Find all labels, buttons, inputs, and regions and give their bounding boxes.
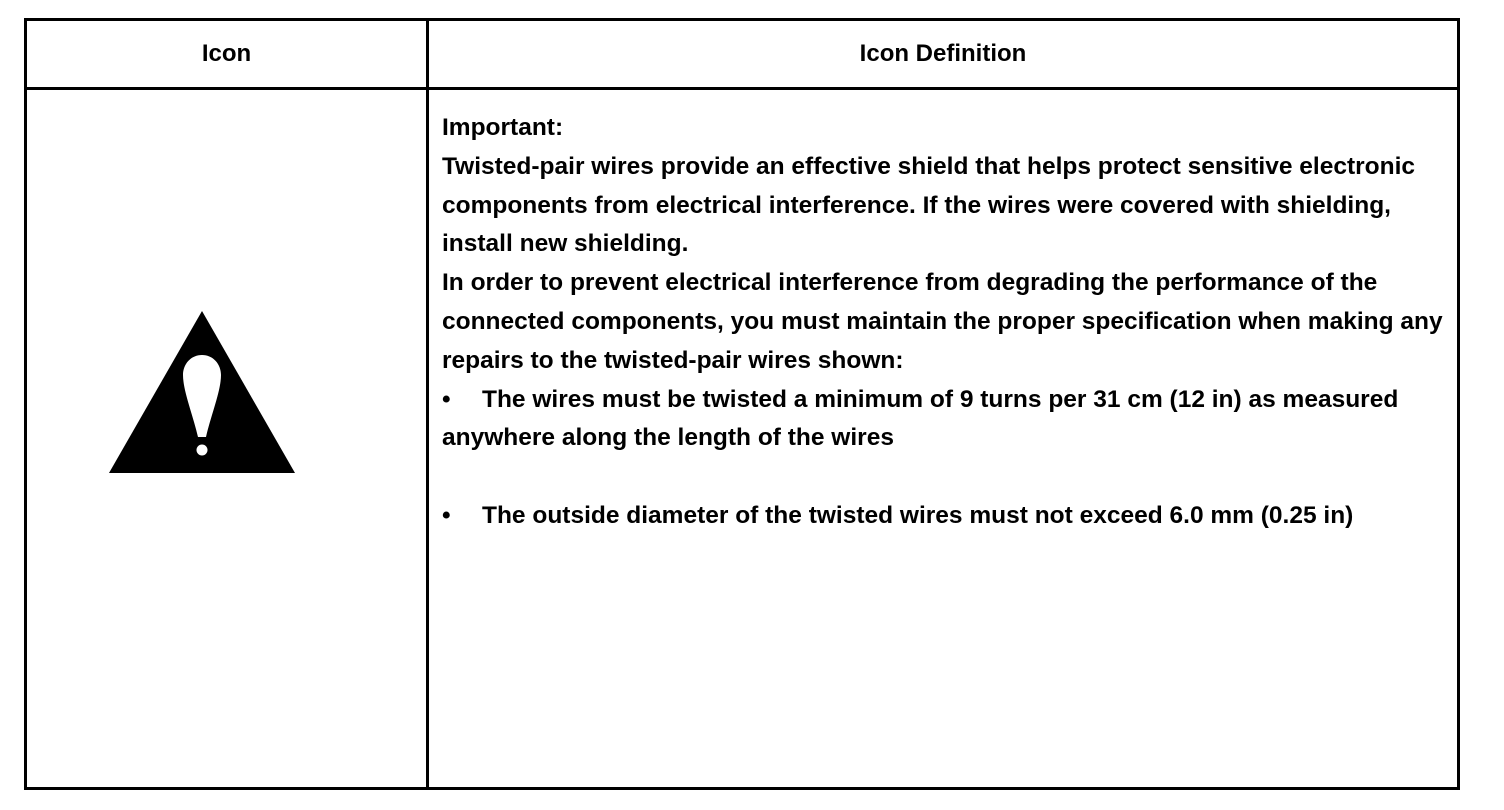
warning-triangle-icon <box>109 311 295 473</box>
icon-cell <box>27 90 426 790</box>
important-title: Important: <box>442 114 564 141</box>
list-spacer <box>442 458 1452 497</box>
specification-paragraph: In order to prevent electrical interference from degrading the performance of the connected components, you must maintain the proper specification when making any repairs to the twisted-pair wires shown: <box>442 269 1443 374</box>
bullet-text: The outside diameter of the twisted wires must not exceed 6.0 mm (0.25 in) <box>482 501 1354 529</box>
column-divider <box>426 21 429 787</box>
shielding-paragraph: Twisted-pair wires provide an effective shield that helps protect sensitive electronic components from electrical interference. If the wires were covered with shielding, install new shielding. <box>442 152 1416 258</box>
table-header-row <box>27 21 1457 90</box>
header-definition-column: Icon Definition <box>859 40 1027 67</box>
icon-definition-table <box>24 18 1460 790</box>
list-item <box>442 497 1452 536</box>
bullet-mark: • <box>442 385 451 413</box>
list-item <box>442 381 1452 459</box>
header-icon-column: Icon <box>201 40 252 67</box>
definition-cell <box>442 109 1452 536</box>
bullet-text: The wires must be twisted a minimum of 9 turns per 31 cm (12 in) as measured anywhere along the length of the wires <box>442 385 1399 452</box>
bullet-mark: • <box>442 501 451 529</box>
